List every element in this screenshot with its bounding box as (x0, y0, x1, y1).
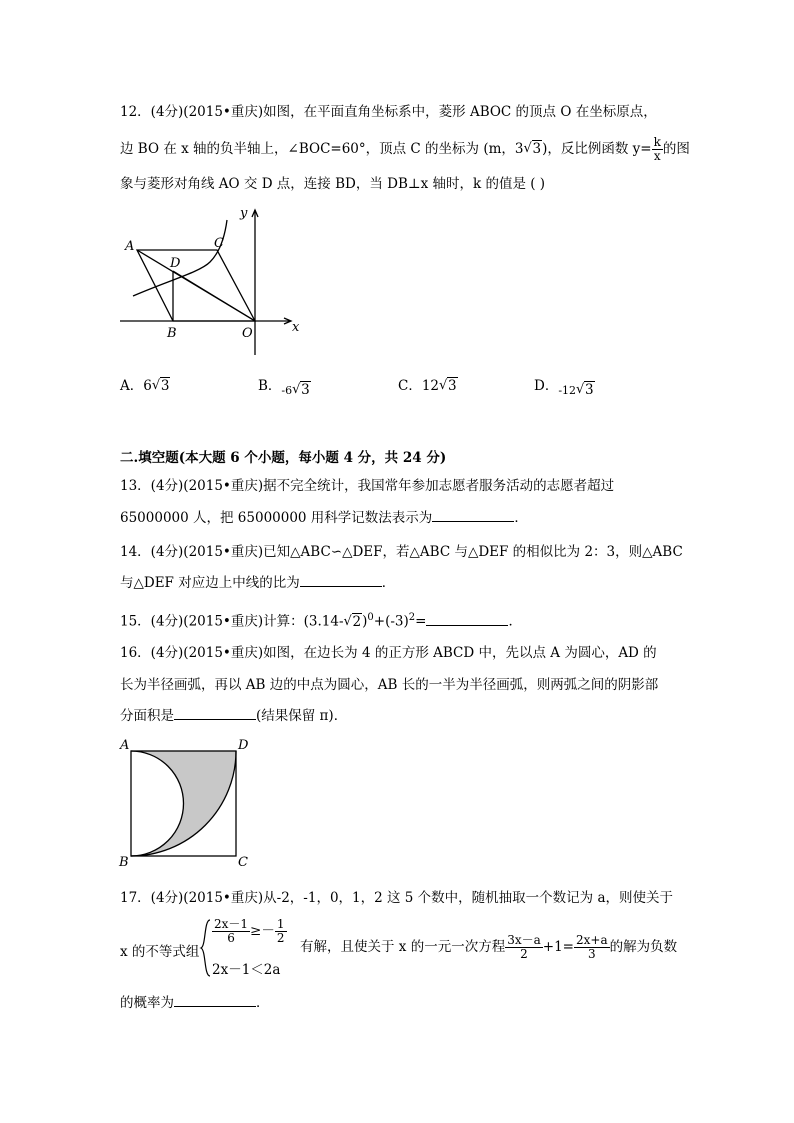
label-O: O (242, 326, 253, 341)
q12-line2 (120, 136, 690, 163)
q12-line1: 12．(4分)(2015•重庆)如图，在平面直角坐标系中，菱形 ABOC 的顶点 O 在坐标原点， (120, 104, 657, 120)
sqrt-3: √ 3 (523, 141, 542, 157)
label-C: C (238, 855, 248, 870)
system-brace (200, 918, 212, 978)
option-a: A．6 √ 3 (120, 378, 170, 394)
sqrt-2: √ 2 (343, 613, 362, 630)
q15-line: 15．(4分)(2015•重庆)计算：(3.14- √ $2)^0+(-3)^2=$ ． (120, 612, 522, 630)
segment-DO (173, 271, 255, 321)
q17-line3: 的概率为 ． (120, 995, 270, 1011)
square-arcs-figure (115, 735, 265, 875)
option-b: B．$_{-6}$ √ 3 (258, 378, 310, 398)
q12-line3: 象与菱形对角线 AO 交 D 点，连接 BD，当 DB⊥x 轴时，k 的值是 ( ) (120, 176, 546, 192)
q14-line1: 14．(4分)(2015•重庆)已知△ABC∽△DEF，若△ABC 与△DEF 的相似比为 2：3，则△ABC (120, 544, 683, 560)
q12-line2-c: )，反比例函数 y= (542, 141, 652, 157)
inequality-2: 2x－1＜2a (212, 962, 281, 978)
q13-line2: 65000000 人，把 65000000 用科学记数法表示为 ． (120, 510, 528, 526)
q14-line2: 与△DEF 对应边上中线的比为 ． (120, 575, 396, 591)
label-B: B (167, 326, 177, 341)
label-x: x (292, 320, 300, 335)
label-B: B (119, 855, 129, 870)
fraction-k-over-x: $\frac{k}{x}$ (653, 135, 661, 163)
answer-blank-13[interactable] (432, 509, 514, 522)
answer-blank-15[interactable] (426, 613, 508, 626)
section-heading: 二.填空题(本大题 6 个小题，每小题 4 分，共 24 分) (120, 450, 447, 466)
q13-line1: 13．(4分)(2015•重庆)据不完全统计，我国常年参加志愿者服务活动的志愿者超过 (120, 478, 615, 494)
q17-line2-lead: x 的不等式组 (120, 944, 200, 960)
q16-line1: 16．(4分)(2015•重庆)如图，在边长为 4 的正方形 ABCD 中，先以点 A 为圆心，AD 的 (120, 645, 657, 661)
option-c: C．12 √ 3 (398, 378, 457, 394)
label-C: C (214, 236, 224, 251)
label-A: A (125, 239, 135, 254)
inequality-1: $\frac{2x-1}{6}$ ≥－ $\frac{1}{2}$ (214, 917, 285, 945)
answer-blank-17[interactable] (174, 994, 256, 1007)
q12-line2-a: 边 BO 在 x 轴的负半轴上，∠BOC=60°，顶点 C 的坐标为 (m，3 (120, 141, 524, 157)
label-D: D (238, 738, 249, 753)
q17-line2-rest: 有解，且使关于 x 的一元一次方程 $\frac{3x-a}{2}$ +1= $\frac{2x+a}{3}$ 的解为负数 (300, 933, 678, 961)
q17-line1: 17．(4分)(2015•重庆)从-2，-1，0，1，2 这 5 个数中，随机抽取一个数记为 a，则使关于 (120, 890, 674, 906)
label-D: D (170, 256, 181, 271)
q12-line2-d: 的图 (662, 141, 690, 157)
answer-blank-14[interactable] (300, 574, 382, 587)
label-A: A (120, 738, 130, 753)
q16-line3: 分面积是 (结果保留 π)． (120, 708, 348, 724)
option-d: D．$_{-12}$ √ 3 (534, 378, 594, 398)
answer-blank-16[interactable] (174, 707, 256, 720)
label-y: y (240, 206, 248, 221)
q16-line2: 长为半径画弧，再以 AB 边的中点为圆心，AB 长的一半为半径画弧，则两弧之间的阴影部 (120, 677, 659, 693)
rhombus-figure (115, 200, 315, 360)
